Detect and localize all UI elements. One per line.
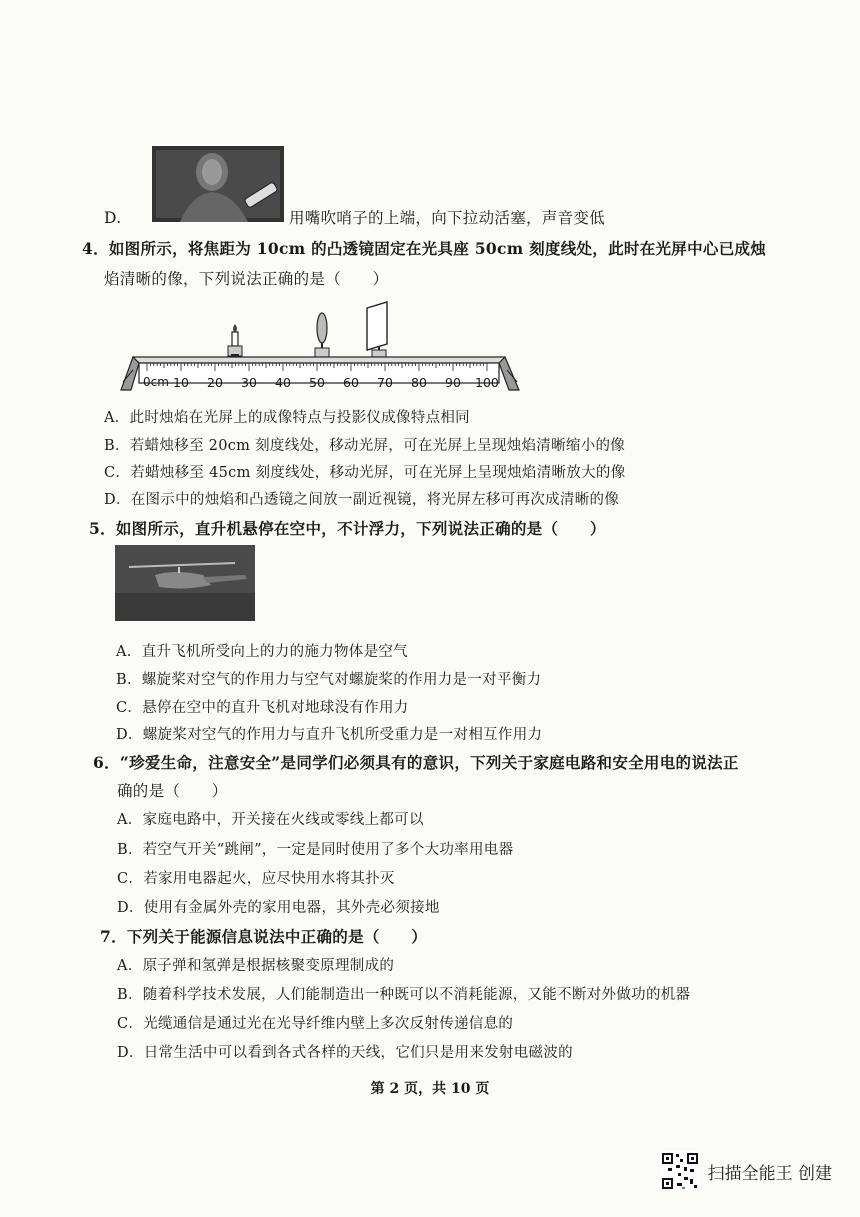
bench-scale-label: 80 — [411, 375, 427, 390]
q4-option-a: A．此时烛焰在光屏上的成像特点与投影仪成像特点相同 — [104, 410, 470, 426]
q5-option-d: D．螺旋桨对空气的作用力与直升飞机所受重力是一对相互作用力 — [116, 727, 543, 743]
q4-stem-line2: 焰清晰的像，下列说法正确的是（ ） — [104, 270, 389, 288]
bench-unit-label: 0cm — [143, 375, 169, 389]
q6-option-c: C．若家用电器起火，应尽快用水将其扑灭 — [117, 871, 395, 887]
option-d-label: D. — [104, 209, 122, 227]
q5-option-b: B．螺旋桨对空气的作用力与空气对螺旋桨的作用力是一对平衡力 — [116, 672, 542, 688]
q5-option-a: A．直升飞机所受向上的力的施力物体是空气 — [116, 644, 408, 660]
q7-option-a: A．原子弹和氢弹是根据核聚变原理制成的 — [117, 958, 395, 974]
qr-code-icon — [660, 1151, 700, 1191]
q7-option-c: C．光缆通信是通过光在光导纤维内壁上多次反射传递信息的 — [117, 1016, 514, 1032]
bench-scale-labels — [115, 375, 535, 391]
q6-option-d: D．使用有金属外壳的家用电器，其外壳必须接地 — [117, 900, 440, 916]
bench-scale-label: 50 — [309, 375, 325, 390]
q5-stem: 5．如图所示，直升机悬停在空中，不计浮力，下列说法正确的是（ ） — [89, 519, 606, 538]
q4-stem-line1: 4．如图所示，将焦距为 10cm 的凸透镜固定在光具座 50cm 刻度线处，此时在光屏中心已成烛 — [82, 239, 767, 258]
page-number: 第 2 页，共 10 页 — [370, 1081, 490, 1097]
bench-scale-label: 100 — [475, 375, 499, 390]
q4-option-b: B．若蜡烛移至 20cm 刻度线处，移动光屏，可在光屏上呈现烛焰清晰缩小的像 — [104, 438, 626, 454]
helicopter-photo — [115, 545, 255, 621]
q5-option-c: C．悬停在空中的直升飞机对地球没有作用力 — [116, 700, 409, 716]
bench-scale-label: 70 — [377, 375, 393, 390]
q7-option-b: B．随着科学技术发展，人们能制造出一种既可以不消耗能源，又能不断对外做功的机器 — [117, 987, 691, 1003]
bench-scale-label: 10 — [173, 375, 189, 390]
brand-text: 扫描全能王 创建 — [707, 1163, 832, 1184]
bench-scale-label: 90 — [445, 375, 461, 390]
option-d-text: 用嘴吹哨子的上端，向下拉动活塞，声音变低 — [289, 209, 606, 227]
bench-scale-label: 40 — [275, 375, 291, 390]
convex-lens-icon — [315, 313, 329, 358]
bench-scale-label: 60 — [343, 375, 359, 390]
q4-option-d: D．在图示中的烛焰和凸透镜之间放一副近视镜，将光屏左移可再次成清晰的像 — [104, 492, 620, 508]
q6-option-a: A．家庭电路中，开关接在火线或零线上都可以 — [117, 812, 424, 828]
light-screen-icon — [367, 302, 387, 359]
whistle-photo — [152, 146, 284, 222]
q7-option-d: D．日常生活中可以看到各式各样的天线，它们只是用来发射电磁波的 — [117, 1045, 573, 1061]
optical-bench-diagram — [115, 292, 535, 396]
bench-scale-label: 20 — [207, 375, 223, 390]
q4-option-c: C．若蜡烛移至 45cm 刻度线处，移动光屏，可在光屏上呈现烛焰清晰放大的像 — [104, 465, 626, 481]
bench-scale-label: 30 — [241, 375, 257, 390]
q6-stem-line1: 6．“珍爱生命，注意安全”是同学们必须具有的意识，下列关于家庭电路和安全用电的说法正 — [93, 753, 739, 772]
candle-icon — [228, 324, 242, 359]
q6-stem-line2: 确的是（ ） — [117, 782, 228, 800]
q7-stem: 7．下列关于能源信息说法中正确的是（ ） — [100, 927, 428, 946]
q6-option-b: B．若空气开关“跳闸”，一定是同时使用了多个大功率用电器 — [117, 842, 514, 858]
scanner-watermark — [660, 1151, 832, 1191]
